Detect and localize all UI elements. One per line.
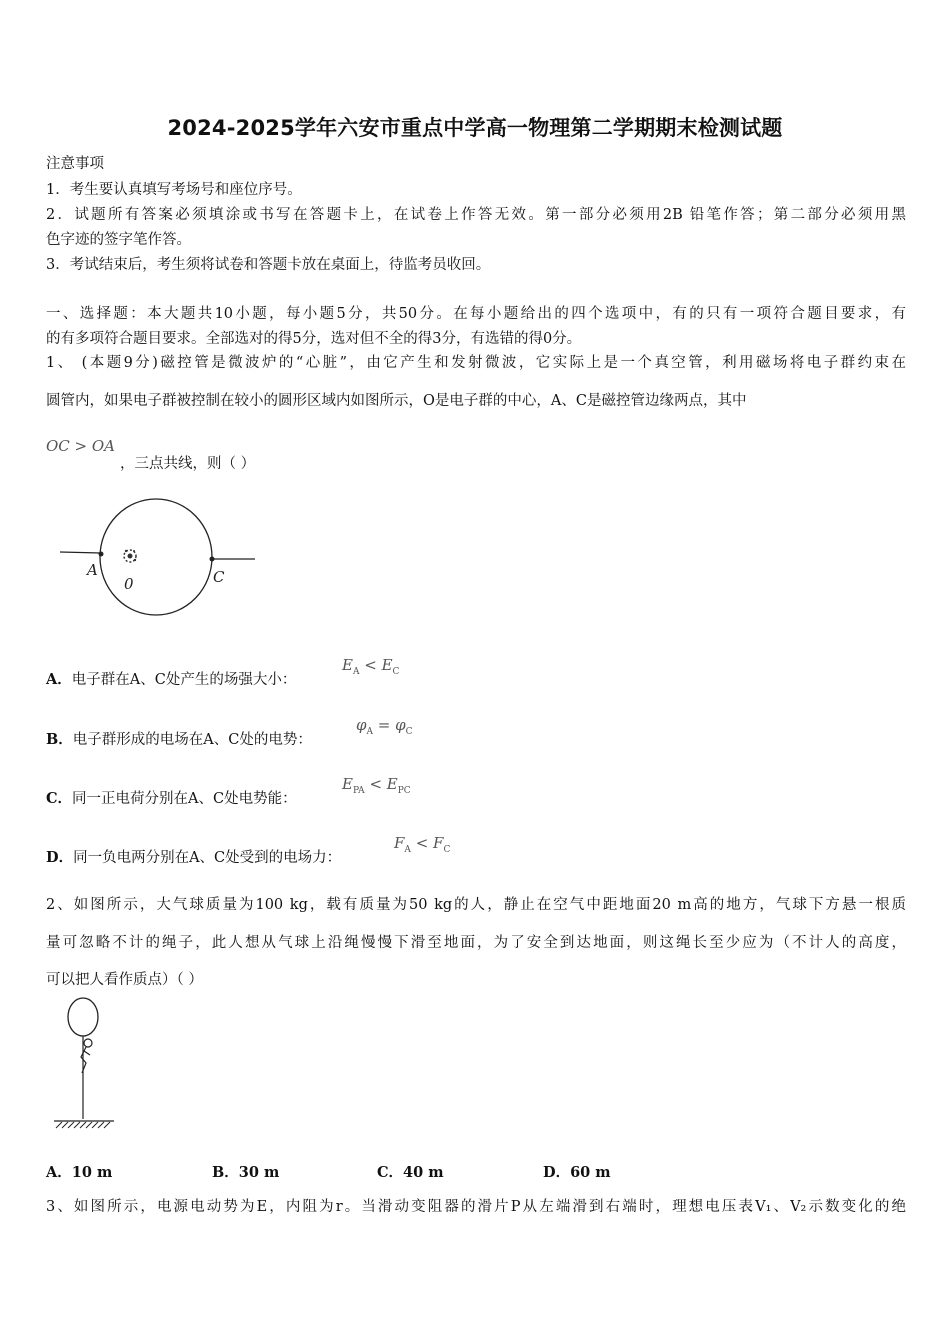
ground-hatch	[56, 1122, 110, 1128]
label-a: A	[87, 561, 98, 579]
q1-line2: 圆管内，如果电子群被控制在较小的圆形区域内如图所示，O是电子群的中心，A、C是磁控管边缘两点，其中	[46, 393, 747, 409]
tube-circle	[100, 499, 212, 615]
q1-option-b[interactable]: B．电子群形成的电场在A、C处的电势：	[46, 731, 312, 748]
notice-item-2: 2．试题所有答案必须填涂或书写在答题卡上，在试卷上作答无效。第一部分必须用2B 铅笔作答；第二部分必须用黑	[46, 207, 906, 223]
section1-line2: 的有多项符合题目要求。全部选对的得5分，选对但不全的得3分，有选错的得0分。	[46, 331, 582, 347]
q1-option-b-formula: $\varphi_A = \varphi_C$	[356, 716, 413, 737]
label-o: 0	[124, 575, 134, 593]
q2-option-c[interactable]: C．40 m	[377, 1164, 444, 1181]
q1-magnetron-figure	[55, 490, 265, 620]
left-lead	[60, 552, 101, 553]
balloon	[68, 998, 98, 1036]
q1-line3: ，三点共线，则（ ）	[120, 456, 256, 472]
q1-line1: 1、 (本题9分)磁控管是微波炉的“心脏”，由它产生和发射微波，它实际上是一个真空管，利用磁场将电子群约束在	[46, 355, 906, 371]
q2-option-a[interactable]: A．10 m	[46, 1164, 113, 1181]
section1-line1: 一、选择题：本大题共10小题，每小题5分，共50分。在每小题给出的四个选项中，有的只有一项符合题目要求，有	[46, 306, 906, 322]
label-c: C	[213, 568, 225, 586]
point-a	[99, 552, 104, 557]
q3-line1: 3、如图所示，电源电动势为E，内阻为r。当滑动变阻器的滑片P从左端滑到右端时，理想电压表V₁、V₂示数变化的绝	[46, 1199, 906, 1215]
q2-option-b[interactable]: B．30 m	[212, 1164, 280, 1181]
q1-formula-text: OC > OA	[46, 437, 116, 455]
point-c	[210, 557, 215, 562]
q1-option-a-formula: $E_A < E_C$	[342, 656, 400, 677]
electron-cloud	[124, 550, 136, 562]
q1-option-a[interactable]: A．电子群在A、C处产生的场强大小：	[46, 671, 297, 688]
page-title: 2024-2025学年六安市重点中学高一物理第二学期期末检测试题	[167, 116, 783, 140]
notice-item-2-cont: 色字迹的签字笔作答。	[46, 232, 191, 248]
notice-heading: 注意事项	[46, 156, 104, 172]
notice-item-3: 3．考试结束后，考生须将试卷和答题卡放在桌面上，待监考员收回。	[46, 257, 491, 273]
q2-line2: 量可忽略不计的绳子，此人想从气球上沿绳慢慢下滑至地面，为了安全到达地面，则这绳长至少应为（不计人的高度，	[46, 935, 906, 951]
q2-balloon-figure	[50, 995, 120, 1135]
q2-line3: 可以把人看作质点）（ ）	[46, 972, 203, 988]
q1-formula	[46, 436, 115, 455]
notice-item-1: 1．考生要认真填写考场号和座位序号。	[46, 182, 302, 198]
q1-option-d-formula: $F_A < F_C$	[394, 834, 451, 855]
q1-option-d[interactable]: D．同一负电两分别在A、C处受到的电场力：	[46, 849, 342, 866]
q2-option-d[interactable]: D．60 m	[543, 1164, 611, 1181]
q2-line1: 2、如图所示，大气球质量为100 kg，载有质量为50 kg的人，静止在空气中距地面20 m高的地方，气球下方悬一根质	[46, 897, 906, 913]
q1-option-c-formula: $E_{PA} < E_{PC}$	[342, 775, 411, 796]
q1-option-c[interactable]: C．同一正电荷分别在A、C处电势能：	[46, 790, 297, 807]
